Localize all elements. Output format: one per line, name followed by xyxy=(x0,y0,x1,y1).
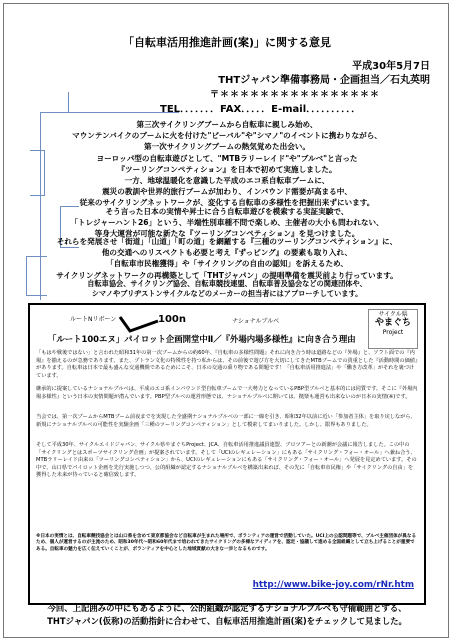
paragraph-line: 『ツーリングコンペティション』を日本で初めて実施しました。 xyxy=(117,164,337,174)
logo-right-label: ナショナルブルベ xyxy=(232,318,280,325)
paragraph-line: 震災の教訓や世界的旅行ブームが加わり、インバウンド需要が高まる中、 xyxy=(102,187,352,197)
paragraph-line: 自転車協会、サイクリング協会、自転車競技連盟、自転車普及協会などの関連団体や、 xyxy=(87,279,367,288)
framed-body-3: 当会では、第一次ブームからMTBブーム前夜までを実現した全盛期ナショナルブルベの一部に一線を引き、昭和32年以前に近い「参加者主体」を取り戻しながら、新規にナショナルブルベの可能性を実験企画「三種のツーリングコンペティション」として模索してまいりました。しかし、限界もありました。 xyxy=(36,414,416,428)
paragraph-4 xyxy=(0,236,454,281)
logo-center-label: 100n xyxy=(158,314,186,325)
logo-left-label: ルートNリボーン xyxy=(70,316,117,323)
paragraph-line: ヨーロッパ型の自転車遊びとして、"MTBラリーレイド"や"ブルベ"と言った xyxy=(96,153,358,163)
yamaguchi-project-logo xyxy=(368,309,418,349)
decorative-bracket xyxy=(40,112,68,113)
bike-joy-link[interactable]: http://www.bike-joy.com/rNr.htm xyxy=(252,580,414,590)
paragraph-line: サイクリングネットワークの再構築として「THTジャパン」の提唱準備を震災前より行っています。 xyxy=(56,270,398,280)
paragraph-line: 他の交通へのリスペクトも必要と考え『ずっピング』の要素も取り入れ、 xyxy=(101,248,353,258)
paragraph-line: 第三次サイクリングブームから自転車に親しみ始め、 xyxy=(136,120,318,129)
paragraph-line: 等身大運営が可能な新たな『ツーリングコンペティション』を見つけました。 xyxy=(94,229,360,239)
contact-line: TEL．．．．．．．FAX．．．．．E-mail．．．．．．．．．． xyxy=(160,104,362,115)
paragraph-line: そう言った日本の実情や昇士に合う自転車遊びを模索する実証実験で、 xyxy=(105,207,349,216)
paragraph-line: それらを発展させ「街道」「山道」「町の道」を網羅する『三種のツーリングコンペティション』に、 xyxy=(56,237,398,246)
paragraph-line: シマノやブリヂストンサイクルなどのメーカーの担当者にはアプローチしています。 xyxy=(91,289,363,298)
document-date: 平成30年5月7日 xyxy=(352,61,430,72)
paragraph-line: 第一次サイクリングブームの熱気覚めた出会い。 xyxy=(144,142,310,152)
postal-code-masked: 〒＊＊＊＊＊＊＊＊＊＊＊＊＊＊＊＊ xyxy=(210,90,381,100)
footer-line: THTジャパン(仮称)の活動指針に合わせて、自転車活用推進計画(案)をチェックして見ました。 xyxy=(47,615,407,626)
paragraph-5 xyxy=(0,279,454,299)
paragraph-line: マウンテンバイクのブームに火を付けた"ビーバル"や"シマノ"のイベントに携わりながら、 xyxy=(72,131,382,141)
document-title: 「自転車活用推進計画(案)」に関する意見 xyxy=(122,36,332,49)
framed-banner: 「ルート100エヌ」パイロット企画開堂中Ⅱ／『外場内場多様性』に向き合う理由 xyxy=(48,334,356,344)
framed-body-2: 継承的に提案しているナショナルブルベは、平成のエコ系インバウンド型自転車ブームで一大勢力となっているPBP型ブルベと基本的には同質です。そこに『外場内場多様性』という日本の実情問題が潜んでいます。PBP型ブルベの運営形態では、ナショナルブルベに開いては、拠楽も運営も出来ないのが日本の実情(※)です。 xyxy=(36,386,418,400)
side-logo-line: サイクル県 xyxy=(378,311,408,318)
paragraph-3 xyxy=(0,206,454,240)
paragraph-line: 「トレジャーハント26」という、半端性別車種不問で楽しめ、主催者の大小も問われない、 xyxy=(70,218,384,228)
paragraph-2 xyxy=(0,175,454,209)
paragraph-line: 一方、地球温暖化を意識した平成のエコ系自転車ブームに、 xyxy=(124,176,330,185)
author-organization: THTジャパン準備事務局・企画担当／石丸英明 xyxy=(218,75,430,86)
decorative-bracket xyxy=(68,92,179,113)
paragraph-line: 従来のサイクリングネットワークが、変化する自転車の多様性を把握出来ずにいます。 xyxy=(79,198,375,208)
paragraph-1 xyxy=(0,119,454,175)
framed-body-1: 「もはや戦後ではない」と言われた昭和31年の第一次ブームからの約60年、『自転車の多様性問題』それに向き合う時は道路などの『外場』と、ソフト面での『内場』を揃えるのが急務であります。また、プトラン文化の特殊性を持つ私からは、その前後で遊び方を大切にしてきたMTBブームでの貴重とした『活動時間の価値』があります。自転車は日本で最も盛んな交通機関であるためにこそ、日本の交通の乗り物である問題です！「自転車活用推進法」や「働き方改革」がそれを裏づけています。 xyxy=(36,350,418,379)
footer-text xyxy=(0,602,454,627)
side-logo-line: Project xyxy=(382,329,404,336)
side-logo-line: やまぐち xyxy=(374,318,411,328)
framed-note: ※日本の実情とは、自転車競技協会とは山口県を含めて東京都協会など自転車が生まれた場所で、ボランティアの運営で活動していた。UCI上の公認問題等で、ブルベ主催団体が異なるため、個人が運営するのが主流のため、昭和30年代〜昭和60年代まで培われてきたサイクリングの多様なアイディアを、認定・協議して進める全国組織として立ち上げることが重要である。自転車の魅力を広く伝えていくことが、ボランティアを中心とした地域貢献の大きな一歩となるものです。 xyxy=(36,534,417,552)
footer-line: 今回、上記囲みの中にもあるように、公的組織が認定するナショナルブルベも守備範囲とする、 xyxy=(47,603,407,613)
paragraph-line: 「自転車市民権獲得」や「サイクリングの自由の認知」を訴えるため、 xyxy=(106,259,348,269)
framed-body-4: そして平成30年、サイクルエイドジャパン、サイクル県やまぐちProject、JCA、自転車活用推進議員連盟、ブロツアーとの新潮が会議に報告しました。この中の「サイクリングとはスポーツサイクリング企画」が提案されています。そして「UCIのレギュレーション」にもある「サイクリング・フォー・オール」へ兼ね合う、MTBラリーレイド由来の「ツーリングコンペティション」から、UCIのレギュレーションにもある「サイクリング・フォー・オール」へ発展を見定めています。その中で、山口県でパイロット企画を先行実施しつつ、公的組織が認定するナショナルブルベを構築出来れば、その先に「自転車市民権」や「サイクリングの自由」を獲得した未来が待っていると確信致します。 xyxy=(36,442,417,479)
